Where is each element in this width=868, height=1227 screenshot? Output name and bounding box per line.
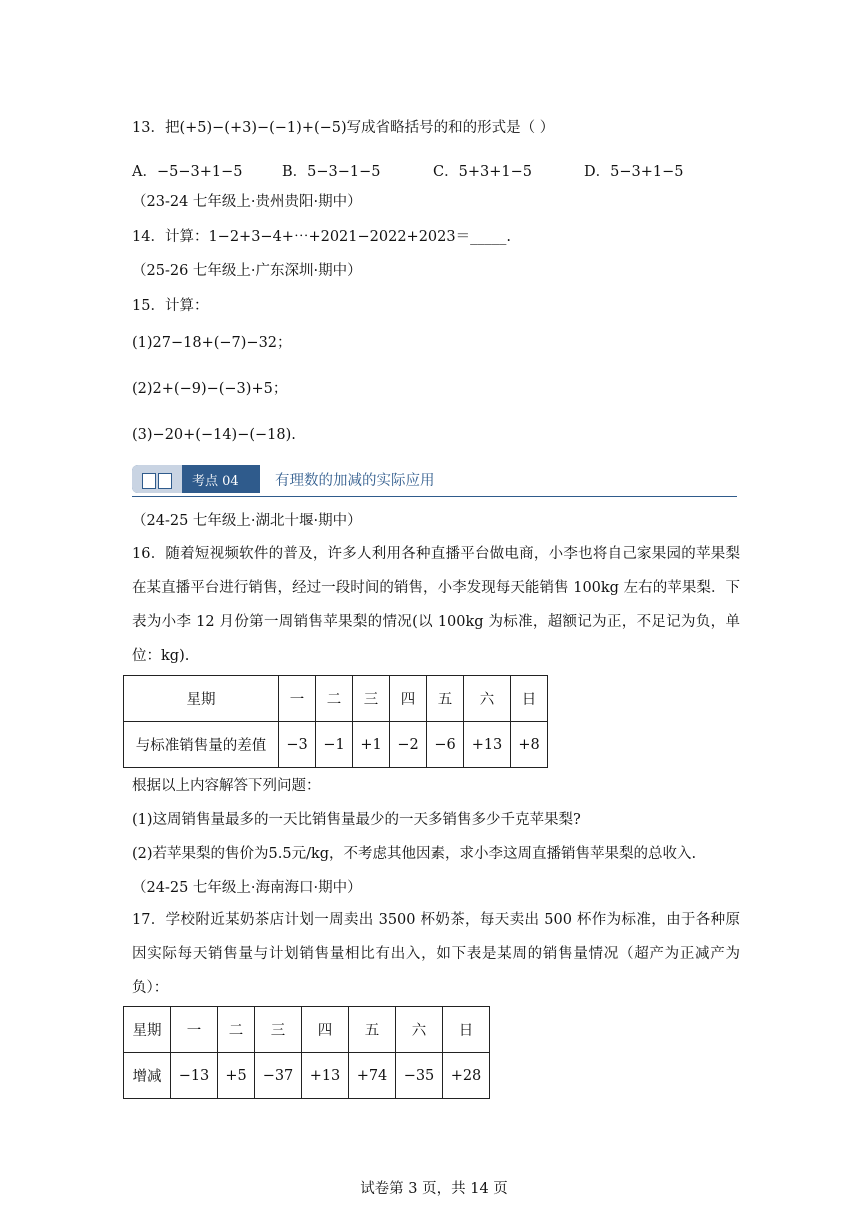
question-15-part-2: (2)2+(−9)−(−3)+5； [132, 381, 288, 397]
section-banner [132, 463, 737, 499]
table-cell: +1 [353, 722, 390, 768]
table-cell: −37 [255, 1053, 302, 1099]
table-header-cell: 星期 [124, 676, 279, 722]
question-15-part-1: (1)27−18+(−7)−32； [132, 335, 292, 351]
q13-option-c: C．5+3+1−5 [433, 164, 532, 180]
table-header-cell: 六 [464, 676, 511, 722]
book-icon [158, 473, 172, 489]
question-14: 14．计算：1−2+3−4+⋯+2021−2022+2023＝_____. [132, 229, 511, 245]
question-16-text: 16．随着短视频软件的普及，许多人利用各种直播平台做电商，小李也将自己家果园的苹果梨在某直播平台进行销售，经过一段时间的销售，小李发现每天能销售 100kg 左右的苹果梨．下表为小李 12 月份第一周销售苹果梨的情况(以 100kg 为标准，超额记为正，不足记为负，单位：kg). [132, 546, 740, 664]
table-cell: +74 [349, 1053, 396, 1099]
table-header-cell: 六 [396, 1007, 443, 1053]
table-header-cell: 三 [255, 1007, 302, 1053]
table-cell: +28 [443, 1053, 490, 1099]
question-16-sub-2: (2)若苹果梨的售价为5.5元/kg，不考虑其他因素，求小李这周直播销售苹果梨的总收入. [132, 846, 697, 862]
table-row [124, 1007, 490, 1053]
source-note: （24-25 七年级上·海南海口·期中） [132, 880, 362, 896]
table-cell: −3 [279, 722, 316, 768]
section-title: 有理数的加减的实际应用 [275, 473, 435, 489]
table-cell: −35 [396, 1053, 443, 1099]
table-header-cell: 二 [316, 676, 353, 722]
table-cell: +5 [218, 1053, 255, 1099]
question-13-stem: 13．把(+5)−(+3)−(−1)+(−5)写成省略括号的和的形式是（ ） [132, 120, 555, 136]
table-row [124, 676, 548, 722]
question-15-stem: 15．计算： [132, 298, 209, 314]
table-header-cell: 日 [443, 1007, 490, 1053]
q13-option-a: A．−5−3+1−5 [132, 164, 243, 180]
q13-option-b: B．5−3−1−5 [282, 164, 381, 180]
table-cell: 增减 [124, 1053, 171, 1099]
table-header-cell: 三 [353, 676, 390, 722]
table-cell: −13 [171, 1053, 218, 1099]
table-header-cell: 一 [171, 1007, 218, 1053]
table-cell: 与标准销售量的差值 [124, 722, 279, 768]
table-header-cell: 一 [279, 676, 316, 722]
table-header-cell: 二 [218, 1007, 255, 1053]
table-header-cell: 星期 [124, 1007, 171, 1053]
q16-sales-table [123, 675, 548, 768]
table-cell: +13 [302, 1053, 349, 1099]
table-cell: +8 [511, 722, 548, 768]
source-note: （23-24 七年级上·贵州贵阳·期中） [132, 194, 362, 210]
table-cell: −1 [316, 722, 353, 768]
table-header-cell: 五 [427, 676, 464, 722]
q13-option-d: D．5−3+1−5 [584, 164, 684, 180]
table-header-cell: 四 [390, 676, 427, 722]
table-row [124, 1053, 490, 1099]
table-header-cell: 五 [349, 1007, 396, 1053]
table-cell: −2 [390, 722, 427, 768]
table-cell: +13 [464, 722, 511, 768]
book-icon [142, 473, 156, 489]
table-header-cell: 日 [511, 676, 548, 722]
table-header-cell: 四 [302, 1007, 349, 1053]
page-footer: 试卷第 3 页，共 14 页 [360, 1181, 508, 1197]
question-16-sub-1: (1)这周销售量最多的一天比销售量最少的一天多销售多少千克苹果梨? [132, 812, 581, 828]
section-divider [132, 496, 737, 497]
q17-sales-table [123, 1006, 490, 1099]
question-15-part-3: (3)−20+(−14)−(−18). [132, 427, 296, 443]
section-icon-background [132, 465, 182, 493]
source-note: （24-25 七年级上·湖北十堰·期中） [132, 513, 362, 529]
question-17-text: 17．学校附近某奶茶店计划一周卖出 3500 杯奶茶，每天卖出 500 杯作为标准，由于各种原因实际每天销售量与计划销售量相比有出入，如下表是某周的销售量情况（超产为正减产为负）： [132, 912, 740, 996]
source-note: （25-26 七年级上·广东深圳·期中） [132, 263, 362, 279]
section-tag: 考点 04 [192, 474, 239, 489]
question-16-intro: 根据以上内容解答下列问题： [132, 778, 321, 794]
table-cell: −6 [427, 722, 464, 768]
table-row [124, 722, 548, 768]
